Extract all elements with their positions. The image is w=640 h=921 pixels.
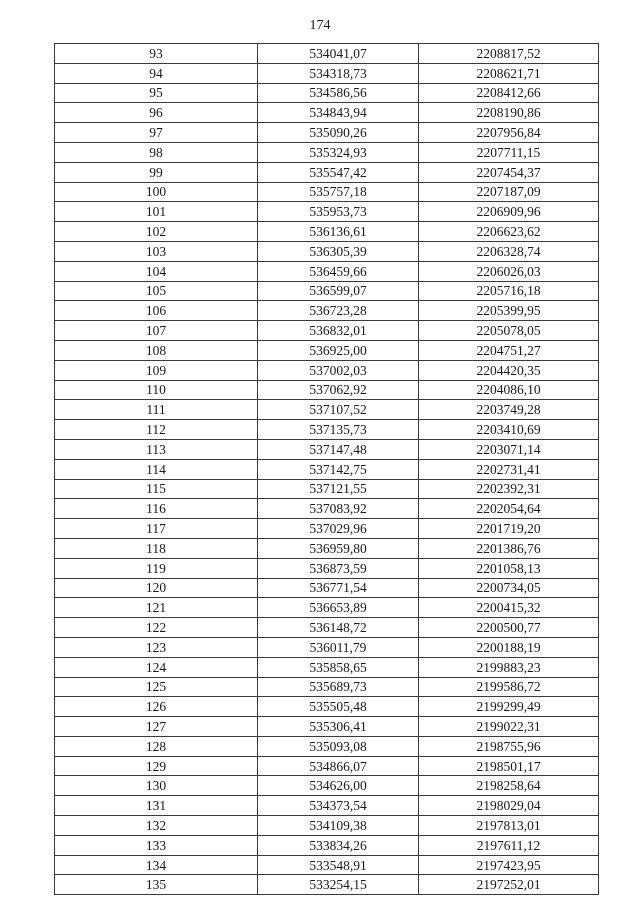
y-coordinate-cell: 2202731,41 <box>419 459 599 479</box>
point-number-cell: 127 <box>55 717 258 737</box>
point-number-cell: 96 <box>55 103 258 123</box>
table-row <box>55 796 599 816</box>
point-number-cell: 111 <box>55 400 258 420</box>
y-coordinate-cell: 2203071,14 <box>419 439 599 459</box>
x-coordinate-cell: 536925,00 <box>258 340 419 360</box>
table-row <box>55 142 599 162</box>
x-coordinate-cell: 534041,07 <box>258 44 419 64</box>
table-row <box>55 301 599 321</box>
point-number-cell: 125 <box>55 677 258 697</box>
point-number-cell: 105 <box>55 281 258 301</box>
point-number-cell: 120 <box>55 578 258 598</box>
point-number-cell: 109 <box>55 360 258 380</box>
y-coordinate-cell: 2205716,18 <box>419 281 599 301</box>
y-coordinate-cell: 2203749,28 <box>419 400 599 420</box>
point-number-cell: 118 <box>55 538 258 558</box>
table-row <box>55 340 599 360</box>
table-row <box>55 459 599 479</box>
table-row <box>55 321 599 341</box>
table-row <box>55 618 599 638</box>
x-coordinate-cell: 536305,39 <box>258 241 419 261</box>
x-coordinate-cell: 537002,03 <box>258 360 419 380</box>
table-row <box>55 123 599 143</box>
y-coordinate-cell: 2198258,64 <box>419 776 599 796</box>
y-coordinate-cell: 2204420,35 <box>419 360 599 380</box>
x-coordinate-cell: 534586,56 <box>258 83 419 103</box>
x-coordinate-cell: 534318,73 <box>258 63 419 83</box>
x-coordinate-cell: 536653,89 <box>258 598 419 618</box>
point-number-cell: 104 <box>55 261 258 281</box>
x-coordinate-cell: 536148,72 <box>258 618 419 638</box>
y-coordinate-cell: 2208412,66 <box>419 83 599 103</box>
table-row <box>55 420 599 440</box>
table-row <box>55 360 599 380</box>
x-coordinate-cell: 535093,08 <box>258 736 419 756</box>
x-coordinate-cell: 534373,54 <box>258 796 419 816</box>
point-number-cell: 123 <box>55 637 258 657</box>
y-coordinate-cell: 2199299,49 <box>419 697 599 717</box>
point-number-cell: 131 <box>55 796 258 816</box>
point-number-cell: 114 <box>55 459 258 479</box>
y-coordinate-cell: 2206909,96 <box>419 202 599 222</box>
x-coordinate-cell: 535306,41 <box>258 717 419 737</box>
coordinates-table <box>54 43 599 895</box>
y-coordinate-cell: 2203410,69 <box>419 420 599 440</box>
y-coordinate-cell: 2198029,04 <box>419 796 599 816</box>
coordinates-table-body <box>55 44 599 895</box>
point-number-cell: 113 <box>55 439 258 459</box>
x-coordinate-cell: 536011,79 <box>258 637 419 657</box>
x-coordinate-cell: 536832,01 <box>258 321 419 341</box>
table-row <box>55 261 599 281</box>
y-coordinate-cell: 2197813,01 <box>419 816 599 836</box>
y-coordinate-cell: 2201386,76 <box>419 538 599 558</box>
y-coordinate-cell: 2197252,01 <box>419 875 599 895</box>
point-number-cell: 107 <box>55 321 258 341</box>
y-coordinate-cell: 2199022,31 <box>419 717 599 737</box>
table-row <box>55 222 599 242</box>
y-coordinate-cell: 2204086,10 <box>419 380 599 400</box>
x-coordinate-cell: 534626,00 <box>258 776 419 796</box>
y-coordinate-cell: 2200500,77 <box>419 618 599 638</box>
y-coordinate-cell: 2206623,62 <box>419 222 599 242</box>
table-row <box>55 756 599 776</box>
point-number-cell: 112 <box>55 420 258 440</box>
y-coordinate-cell: 2208190,86 <box>419 103 599 123</box>
point-number-cell: 128 <box>55 736 258 756</box>
x-coordinate-cell: 534843,94 <box>258 103 419 123</box>
y-coordinate-cell: 2205399,95 <box>419 301 599 321</box>
table-row <box>55 776 599 796</box>
table-row <box>55 598 599 618</box>
x-coordinate-cell: 537135,73 <box>258 420 419 440</box>
point-number-cell: 130 <box>55 776 258 796</box>
table-row <box>55 816 599 836</box>
x-coordinate-cell: 536599,07 <box>258 281 419 301</box>
x-coordinate-cell: 536459,66 <box>258 261 419 281</box>
point-number-cell: 102 <box>55 222 258 242</box>
x-coordinate-cell: 534109,38 <box>258 816 419 836</box>
table-row <box>55 697 599 717</box>
x-coordinate-cell: 535953,73 <box>258 202 419 222</box>
y-coordinate-cell: 2200415,32 <box>419 598 599 618</box>
y-coordinate-cell: 2200188,19 <box>419 637 599 657</box>
y-coordinate-cell: 2204751,27 <box>419 340 599 360</box>
point-number-cell: 135 <box>55 875 258 895</box>
table-row <box>55 400 599 420</box>
x-coordinate-cell: 533548,91 <box>258 855 419 875</box>
x-coordinate-cell: 534866,07 <box>258 756 419 776</box>
point-number-cell: 116 <box>55 499 258 519</box>
point-number-cell: 122 <box>55 618 258 638</box>
table-row <box>55 835 599 855</box>
x-coordinate-cell: 537147,48 <box>258 439 419 459</box>
x-coordinate-cell: 537029,96 <box>258 519 419 539</box>
x-coordinate-cell: 535547,42 <box>258 162 419 182</box>
table-row <box>55 637 599 657</box>
x-coordinate-cell: 537083,92 <box>258 499 419 519</box>
x-coordinate-cell: 536771,54 <box>258 578 419 598</box>
y-coordinate-cell: 2198755,96 <box>419 736 599 756</box>
point-number-cell: 98 <box>55 142 258 162</box>
table-row <box>55 677 599 697</box>
table-row <box>55 558 599 578</box>
x-coordinate-cell: 533834,26 <box>258 835 419 855</box>
point-number-cell: 124 <box>55 657 258 677</box>
point-number-cell: 93 <box>55 44 258 64</box>
y-coordinate-cell: 2205078,05 <box>419 321 599 341</box>
point-number-cell: 106 <box>55 301 258 321</box>
point-number-cell: 117 <box>55 519 258 539</box>
y-coordinate-cell: 2207454,37 <box>419 162 599 182</box>
table-row <box>55 103 599 123</box>
point-number-cell: 100 <box>55 182 258 202</box>
x-coordinate-cell: 535090,26 <box>258 123 419 143</box>
y-coordinate-cell: 2207187,09 <box>419 182 599 202</box>
y-coordinate-cell: 2206328,74 <box>419 241 599 261</box>
point-number-cell: 110 <box>55 380 258 400</box>
table-row <box>55 479 599 499</box>
table-row <box>55 380 599 400</box>
table-row <box>55 499 599 519</box>
point-number-cell: 97 <box>55 123 258 143</box>
x-coordinate-cell: 537121,55 <box>258 479 419 499</box>
x-coordinate-cell: 536873,59 <box>258 558 419 578</box>
x-coordinate-cell: 535505,48 <box>258 697 419 717</box>
table-row <box>55 657 599 677</box>
table-row <box>55 439 599 459</box>
y-coordinate-cell: 2206026,03 <box>419 261 599 281</box>
y-coordinate-cell: 2208621,71 <box>419 63 599 83</box>
y-coordinate-cell: 2198501,17 <box>419 756 599 776</box>
point-number-cell: 115 <box>55 479 258 499</box>
table-row <box>55 162 599 182</box>
y-coordinate-cell: 2200734,05 <box>419 578 599 598</box>
y-coordinate-cell: 2207711,15 <box>419 142 599 162</box>
table-row <box>55 519 599 539</box>
point-number-cell: 121 <box>55 598 258 618</box>
x-coordinate-cell: 536136,61 <box>258 222 419 242</box>
y-coordinate-cell: 2207956,84 <box>419 123 599 143</box>
x-coordinate-cell: 536723,28 <box>258 301 419 321</box>
point-number-cell: 129 <box>55 756 258 776</box>
x-coordinate-cell: 535757,18 <box>258 182 419 202</box>
table-row <box>55 63 599 83</box>
point-number-cell: 108 <box>55 340 258 360</box>
y-coordinate-cell: 2199586,72 <box>419 677 599 697</box>
table-row <box>55 241 599 261</box>
table-row <box>55 538 599 558</box>
y-coordinate-cell: 2202392,31 <box>419 479 599 499</box>
table-row <box>55 182 599 202</box>
point-number-cell: 126 <box>55 697 258 717</box>
y-coordinate-cell: 2197423,95 <box>419 855 599 875</box>
table-row <box>55 855 599 875</box>
table-row <box>55 281 599 301</box>
y-coordinate-cell: 2201719,20 <box>419 519 599 539</box>
x-coordinate-cell: 533254,15 <box>258 875 419 895</box>
x-coordinate-cell: 535689,73 <box>258 677 419 697</box>
x-coordinate-cell: 535858,65 <box>258 657 419 677</box>
page-number: 174 <box>309 18 331 33</box>
point-number-cell: 133 <box>55 835 258 855</box>
point-number-cell: 134 <box>55 855 258 875</box>
y-coordinate-cell: 2197611,12 <box>419 835 599 855</box>
y-coordinate-cell: 2208817,52 <box>419 44 599 64</box>
y-coordinate-cell: 2202054,64 <box>419 499 599 519</box>
point-number-cell: 94 <box>55 63 258 83</box>
point-number-cell: 101 <box>55 202 258 222</box>
point-number-cell: 99 <box>55 162 258 182</box>
point-number-cell: 132 <box>55 816 258 836</box>
table-row <box>55 875 599 895</box>
table-row <box>55 717 599 737</box>
x-coordinate-cell: 537107,52 <box>258 400 419 420</box>
table-row <box>55 83 599 103</box>
point-number-cell: 119 <box>55 558 258 578</box>
point-number-cell: 95 <box>55 83 258 103</box>
x-coordinate-cell: 537142,75 <box>258 459 419 479</box>
table-row <box>55 202 599 222</box>
x-coordinate-cell: 536959,80 <box>258 538 419 558</box>
table-row <box>55 736 599 756</box>
y-coordinate-cell: 2199883,23 <box>419 657 599 677</box>
x-coordinate-cell: 537062,92 <box>258 380 419 400</box>
table-row <box>55 578 599 598</box>
y-coordinate-cell: 2201058,13 <box>419 558 599 578</box>
x-coordinate-cell: 535324,93 <box>258 142 419 162</box>
table-row <box>55 44 599 64</box>
point-number-cell: 103 <box>55 241 258 261</box>
